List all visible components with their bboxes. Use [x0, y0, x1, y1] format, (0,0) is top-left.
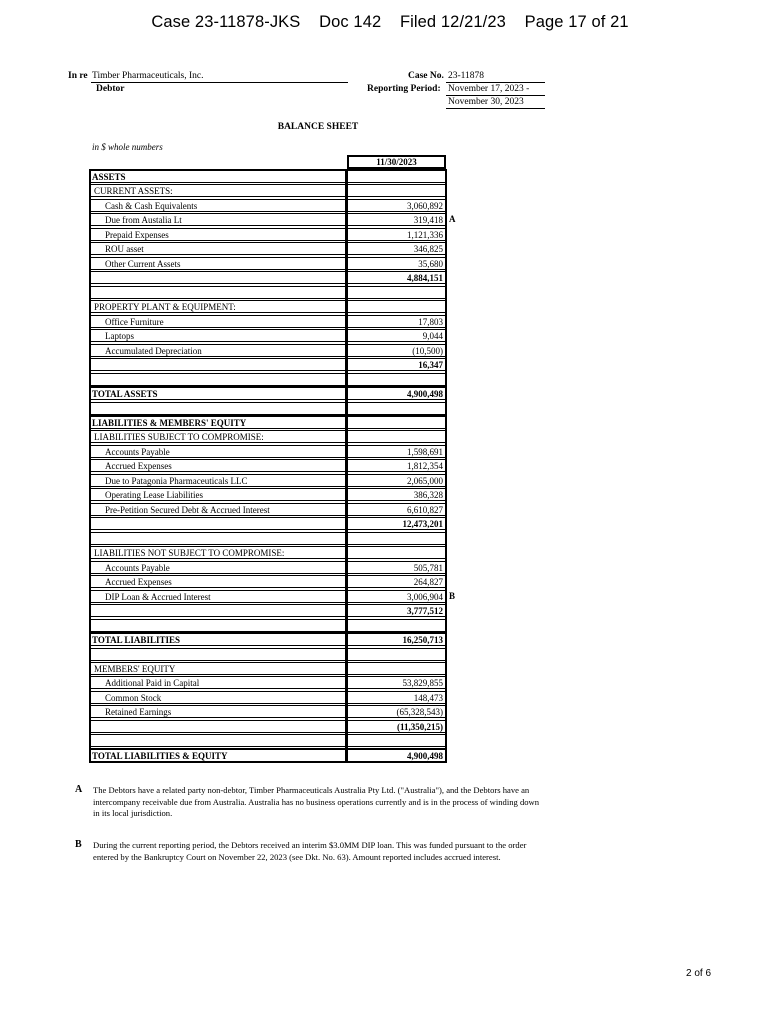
row-label: ASSETS [90, 170, 346, 183]
row-value: 53,829,855 [347, 676, 446, 689]
row-value: 4,900,498 [347, 387, 446, 400]
row-value: 16,347 [347, 358, 446, 371]
row-value: 4,884,151 [347, 271, 446, 284]
row-value: 319,418 [347, 213, 446, 226]
footnote-letter: B [75, 839, 82, 850]
row-value: 3,060,892 [347, 199, 446, 212]
row-label: MEMBERS' EQUITY [90, 662, 346, 675]
row-label: Common Stock [90, 691, 346, 704]
row-value: 6,610,827 [347, 503, 446, 516]
row-label: PROPERTY PLANT & EQUIPMENT: [90, 300, 346, 313]
row-label: Other Current Assets [90, 257, 346, 270]
row-value: 2,065,000 [347, 474, 446, 487]
row-value: 3,777,512 [347, 604, 446, 617]
row-label: LIABILITIES & MEMBERS' EQUITY [90, 416, 346, 429]
reporting-period-underline-2 [446, 108, 545, 109]
row-label: CURRENT ASSETS: [90, 184, 346, 197]
row-value: (65,328,543) [347, 705, 446, 718]
row-value: 1,121,336 [347, 228, 446, 241]
reporting-period-label: Reporting Period: [367, 84, 441, 94]
row-value: 12,473,201 [347, 517, 446, 530]
page-footer: 2 of 6 [686, 968, 712, 979]
row-label: Pre-Petition Secured Debt & Accrued Interest [90, 503, 346, 516]
footnote-letter: A [75, 784, 83, 795]
value-column-frame [346, 169, 447, 763]
page-count-stamp: Page 17 of 21 [524, 13, 629, 31]
row-value: 4,900,498 [347, 749, 446, 762]
row-label: TOTAL ASSETS [90, 387, 346, 400]
row-value: 3,006,904 [347, 590, 446, 603]
row-label: Accrued Expenses [90, 575, 346, 588]
filed-date-stamp: Filed 12/21/23 [399, 13, 506, 31]
row-label: Accrued Expenses [90, 459, 346, 472]
case-no-label: Case No. [408, 71, 444, 81]
row-value: (10,500) [347, 344, 446, 357]
row-value: 346,825 [347, 242, 446, 255]
debtor-label: Debtor [96, 84, 125, 94]
in-re-label: In re [68, 71, 88, 81]
row-value: 1,812,354 [347, 459, 446, 472]
row-label: Due from Austalia Lt [90, 213, 346, 226]
row-value: 1,598,691 [347, 445, 446, 458]
units-note: in $ whole numbers [92, 142, 163, 152]
row-value: 148,473 [347, 691, 446, 704]
row-value: 386,328 [347, 488, 446, 501]
row-value: 16,250,713 [347, 633, 446, 646]
row-label: Accumulated Depreciation [90, 344, 346, 357]
row-label: Prepaid Expenses [90, 228, 346, 241]
row-value: 9,044 [347, 329, 446, 342]
footnote-marker: B [449, 591, 456, 601]
page-title: BALANCE SHEET [277, 122, 359, 132]
case-no-underline [446, 82, 545, 83]
footnote-marker: A [449, 214, 456, 224]
row-label: LIABILITIES SUBJECT TO COMPROMISE: [90, 430, 346, 443]
row-label: Retained Earnings [90, 705, 346, 718]
case-number-stamp: Case 23-11878-JKS [151, 13, 301, 31]
reporting-period-underline-1 [446, 95, 545, 96]
footnote-text: During the current reporting period, the Debtors received an interim $3.0MM DIP loan. This was funded pursuant to the order entered by the Bankruptcy Court on November 22, 2023 (see Dkt. No. 63). Amount reported includes accrued interest. [93, 840, 527, 862]
row-value: 264,827 [347, 575, 446, 588]
label-column-frame [89, 169, 347, 763]
row-label: Cash & Cash Equivalents [90, 199, 346, 212]
court-filing-header [0, 13, 780, 32]
row-label: TOTAL LIABILITIES [90, 633, 346, 646]
row-value: 35,680 [347, 257, 446, 270]
row-value: 17,803 [347, 315, 446, 328]
debtor-name: Timber Pharmaceuticals, Inc. [92, 71, 204, 81]
row-label: LIABILITIES NOT SUBJECT TO COMPROMISE: [90, 546, 346, 559]
debtor-underline [91, 82, 348, 83]
row-label: Operating Lease Liabilities [90, 488, 346, 501]
row-label: ROU asset [90, 242, 346, 255]
reporting-period-start: November 17, 2023 - [448, 84, 530, 94]
reporting-period-end: November 30, 2023 [448, 97, 524, 107]
row-label: Additional Paid in Capital [90, 676, 346, 689]
case-no-value: 23-11878 [448, 71, 485, 81]
row-label: Accounts Payable [90, 561, 346, 574]
date-column-header: 11/30/2023 [347, 155, 446, 169]
footnote-text: The Debtors have a related party non-debtor, Timber Pharmaceuticals Australia Pty Ltd. ("Australia"), and the Debtors have an intercompany receivable due from Australia. Australia has no business operations currently and is in the process of winding down in its local jurisdiction. [93, 785, 540, 818]
row-value: 505,781 [347, 561, 446, 574]
row-label: Laptops [90, 329, 346, 342]
row-label: DIP Loan & Accrued Interest [90, 590, 346, 603]
row-label: Due to Patagonia Pharmaceuticals LLC [90, 474, 346, 487]
row-label: Accounts Payable [90, 445, 346, 458]
row-label: Office Furniture [90, 315, 346, 328]
doc-number-stamp: Doc 142 [319, 13, 382, 31]
row-value: (11,350,215) [347, 720, 446, 733]
row-label: TOTAL LIABILITIES & EQUITY [90, 749, 346, 762]
